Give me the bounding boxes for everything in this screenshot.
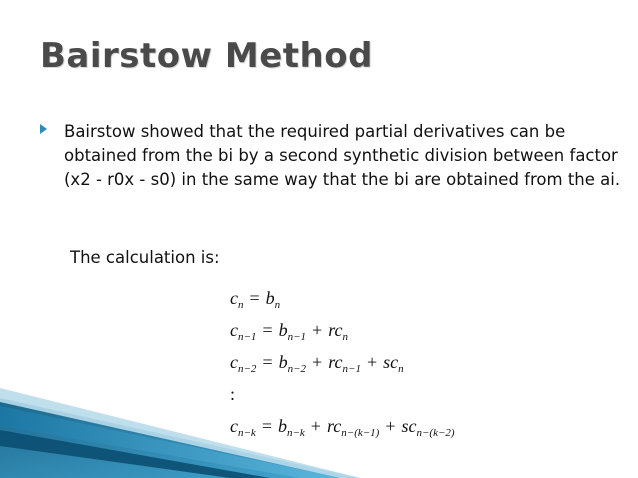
- equation-general: $c_{n-k} = b_{n-k} + rc_{n-(k-1)} + sc_{n-(k-2)}$: [230, 416, 455, 439]
- calculation-intro: The calculation is:: [70, 248, 220, 267]
- triangle-bullet-icon: [40, 124, 47, 134]
- bullet-text: Bairstow showed that the required partial derivatives can be obtained from the bi by a second synthetic division between factor (x2 - r0x - s0) in the same way that the bi are obtained from the ai.: [64, 122, 621, 189]
- bullet-item: [40, 120, 625, 192]
- equation-3: $c_{n-2} = b_{n-2} + rc_{n-1} + sc_n$: [230, 352, 404, 375]
- equation-ellipsis: :: [230, 384, 236, 404]
- equation-2: $c_{n-1} = b_{n-1} + rc_n$: [230, 320, 349, 343]
- equation-1: $c_n = b_n$: [230, 288, 281, 311]
- decorative-swoosh: [0, 370, 360, 478]
- slide-title: Bairstow Method: [40, 36, 373, 76]
